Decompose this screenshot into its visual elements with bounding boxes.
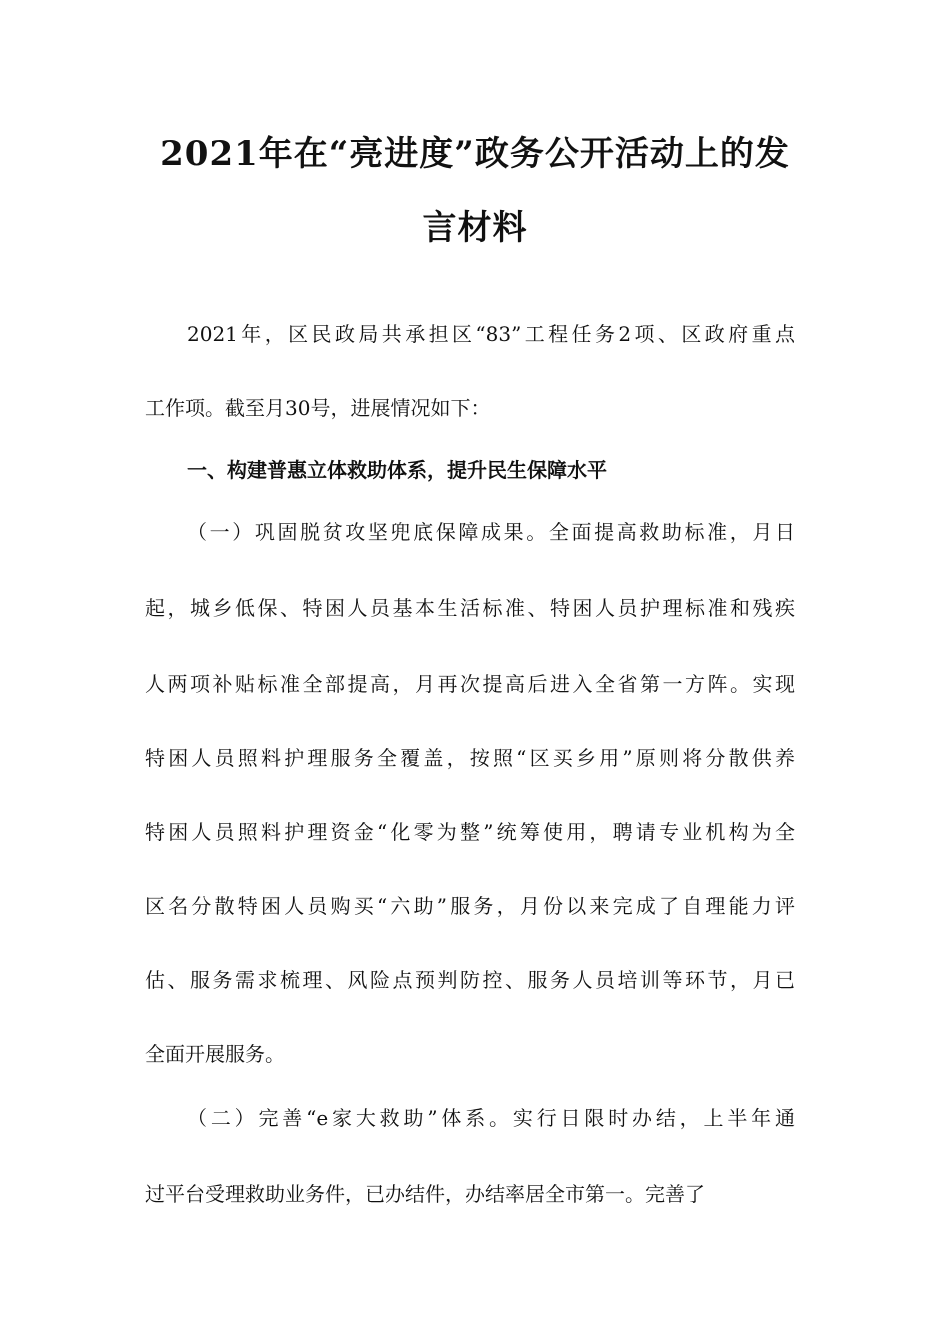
paragraph-1-line: （一）巩固脱贫攻坚兜底保障成果。全面提高救助标准，月日 [187,520,795,544]
paragraph-2-line: （二）完善“e家大救助”体系。实行日限时办结，上半年通 [187,1106,795,1130]
paragraph-2-line: 过平台受理救助业务件，已办结件，办结率居全市第一。完善了 [145,1182,705,1206]
paragraph-1-line: 全面开展服务。 [145,1042,285,1066]
paragraph-1-line: 估、服务需求梳理、风险点预判防控、服务人员培训等环节，月已 [145,968,795,992]
section-heading: 一、构建普惠立体救助体系，提升民生保障水平 [187,458,607,482]
paragraph-1-line: 起，城乡低保、特困人员基本生活标准、特困人员护理标准和残疾 [145,596,795,620]
document-title-line-2: 言材料 [422,208,528,248]
document-title-line-1: 2021年在“亮进度”政务公开活动上的发 [160,134,790,174]
paragraph-1-line: 特困人员照料护理服务全覆盖，按照“区买乡用”原则将分散供养 [145,746,795,770]
intro-line-1: 2021年，区民政局共承担区“83”工程任务2项、区政府重点 [187,322,795,346]
paragraph-1-line: 区名分散特困人员购买“六助”服务，月份以来完成了自理能力评 [145,894,795,918]
intro-line-2: 工作项。截至月30号，进展情况如下： [145,396,491,420]
paragraph-1-line: 人两项补贴标准全部提高，月再次提高后进入全省第一方阵。实现 [145,672,795,696]
paragraph-1-line: 特困人员照料护理资金“化零为整”统筹使用，聘请专业机构为全 [145,820,795,844]
